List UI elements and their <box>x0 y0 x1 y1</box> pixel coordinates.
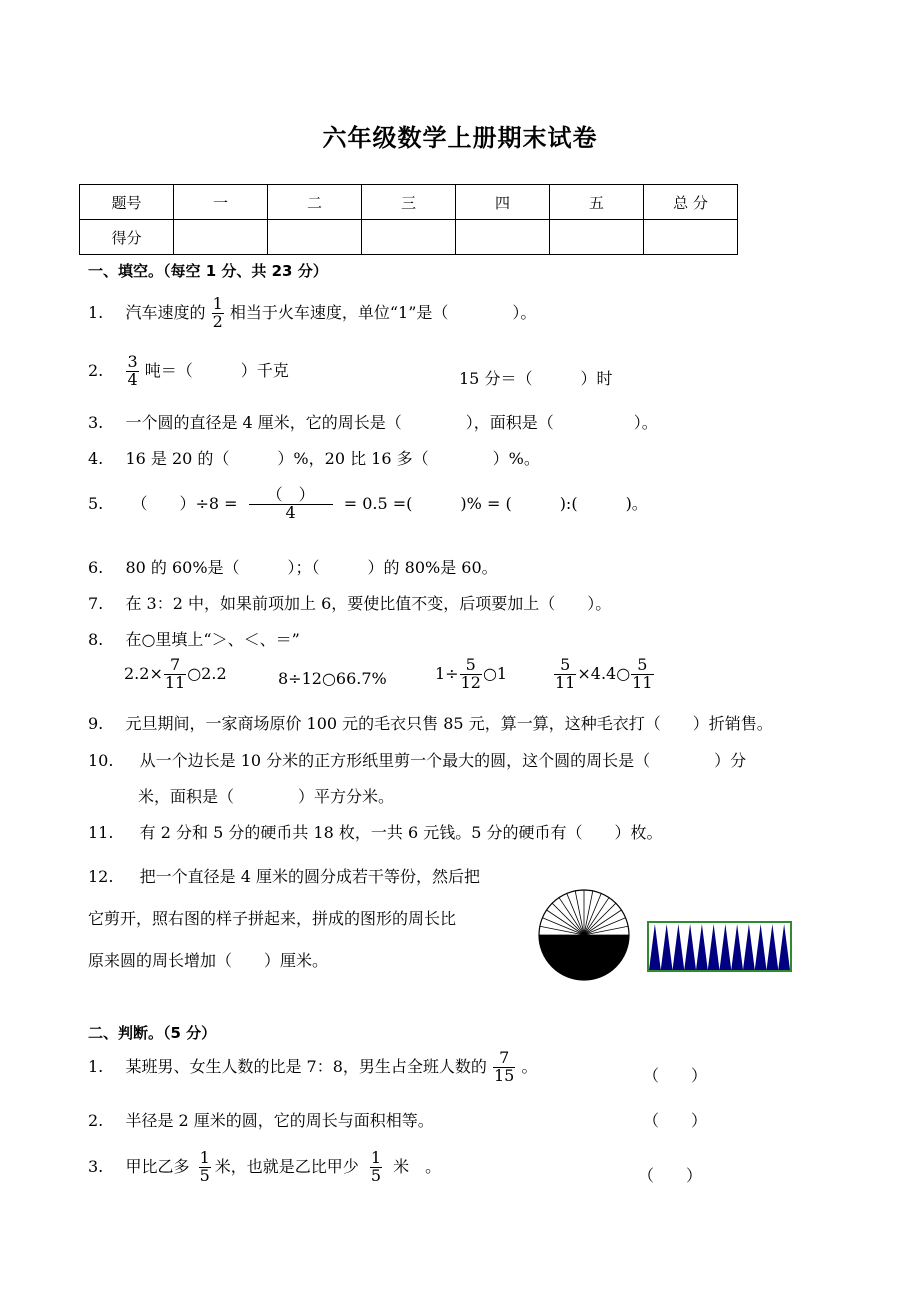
question-text: 有 2 分和 5 分的硬币共 18 枚，一共 6 元钱。5 分的硬币有（ ）枚。 <box>139 823 663 842</box>
question-4 <box>88 446 540 469</box>
question-number: 7. <box>88 594 104 613</box>
score-cell[interactable] <box>174 220 268 255</box>
judge-question-2 <box>88 1108 434 1131</box>
question-text: 在○里填上“＞、＜、＝” <box>125 630 300 649</box>
question-text: 元旦期间，一家商场原价 100 元的毛衣只售 85 元，算一算，这种毛衣打（ ）折销售。 <box>125 714 773 733</box>
question-number: 4. <box>88 449 104 468</box>
judge-question-1: 1. 某班男、女生人数的比是 7：8，男生占全班人数的 $\frac{7}{15}$ 。 <box>88 1048 538 1085</box>
score-cell[interactable] <box>268 220 362 255</box>
score-cell[interactable] <box>362 220 456 255</box>
sectored-circle-figure <box>537 888 631 982</box>
question-number: 5. <box>88 493 104 513</box>
question-number: 3. <box>88 1156 104 1176</box>
question-9 <box>88 711 773 734</box>
question-text: （ ）÷8 = <box>131 493 238 513</box>
score-header-cell: 总 分 <box>644 185 738 220</box>
q8-expression-1: 2.2× $\frac{7}{11}$ ○2.2 <box>124 655 227 692</box>
fraction: $\frac{3}{4}$ <box>127 352 138 389</box>
page-title: 六年级数学上册期末试卷 <box>322 124 598 152</box>
score-table-score-row <box>80 220 738 255</box>
question-number: 2. <box>88 360 104 380</box>
question-10-line2: 米，面积是（ ）平方分米。 <box>138 787 395 806</box>
question-text: 汽车速度的 <box>125 302 206 322</box>
question-7 <box>88 591 611 614</box>
fraction: $\frac{1}{5}$ <box>199 1148 210 1185</box>
question-text: 80 的 60%是（ ）；（ ）的 80%是 60。 <box>125 558 498 577</box>
question-10 <box>88 748 746 771</box>
question-number: 6. <box>88 558 104 577</box>
score-header-cell: 二 <box>268 185 362 220</box>
question-1 <box>88 296 536 331</box>
question-number: 1. <box>88 1056 104 1076</box>
fraction: $\frac{7}{15}$ <box>494 1048 515 1085</box>
sector-line <box>552 903 584 935</box>
circle-lower-half-fill <box>539 935 629 980</box>
question-number: 3. <box>88 413 104 432</box>
question-text: 从一个边长是 10 分米的正方形纸里剪一个最大的圆，这个圆的周长是（ ）分 <box>139 751 747 770</box>
question-number: 8. <box>88 630 104 649</box>
question-text: 甲比乙多 <box>125 1156 190 1176</box>
question-12-line2: 它剪开，照右图的样子拼起来，拼成的图形的周长比 <box>88 909 457 928</box>
question-12-line3: 原来圆的周长增加（ ）厘米。 <box>88 951 329 970</box>
question-text: 把一个直径是 4 厘米的圆分成若干等份，然后把 <box>139 867 480 886</box>
judge-answer-paren-2[interactable]: （ ） <box>643 1111 708 1130</box>
question-2-part2: 15 分＝（ ）时 <box>459 369 613 388</box>
q8-expression-4: $\frac{5}{11}$ ×4.4○ $\frac{5}{11}$ <box>555 655 653 692</box>
question-number: 1. <box>88 302 104 322</box>
question-12 <box>88 864 480 887</box>
question-3 <box>88 410 658 433</box>
question-text: 某班男、女生人数的比是 7：8，男生占全班人数的 <box>125 1056 487 1076</box>
sector-line <box>584 903 616 935</box>
question-text: 一个圆的直径是 4 厘米，它的周长是（ ），面积是（ ）。 <box>125 413 658 432</box>
fraction: $\frac{1}{2}$ <box>212 294 223 331</box>
score-cell[interactable] <box>644 220 738 255</box>
circle-sector-lines <box>539 890 629 935</box>
score-row-label: 得分 <box>80 220 174 255</box>
question-8 <box>88 627 300 650</box>
question-number: 10. <box>88 751 114 770</box>
question-text: 16 是 20 的（ ）%，20 比 16 多（ ）%。 <box>125 449 540 468</box>
judge-answer-paren-3[interactable]: （ ） <box>638 1166 703 1185</box>
rearranged-strip-figure <box>647 921 793 973</box>
q8-expression-2: 8÷12○66.7% <box>278 669 387 688</box>
q8-expression-3: 1÷ $\frac{5}{12}$ ○1 <box>435 655 508 692</box>
score-table-header-row <box>80 185 738 220</box>
score-cell[interactable] <box>456 220 550 255</box>
score-header-cell: 四 <box>456 185 550 220</box>
question-number: 2. <box>88 1111 104 1130</box>
score-table <box>79 184 738 255</box>
section1-heading: 一、填空。（每空 1 分、共 23 分） <box>88 262 328 280</box>
section2-heading: 二、判断。（5 分） <box>88 1024 217 1042</box>
question-number: 11. <box>88 823 114 842</box>
question-text: = 0.5 =( )% = ( ):( )。 <box>343 493 648 513</box>
question-5 <box>88 487 648 522</box>
question-text: 在 3：2 中，如果前项加上 6，要使比值不变，后项要加上（ ）。 <box>125 594 612 613</box>
fraction: $\frac{1}{5}$ <box>370 1148 382 1185</box>
judge-question-3: 3. 甲比乙多 $\frac{1}{5}$ 米，也就是乙比甲少 $\frac{1}{5}$ 米 。 <box>88 1148 442 1185</box>
score-header-cell: 三 <box>362 185 456 220</box>
question-number: 9. <box>88 714 104 733</box>
score-cell[interactable] <box>550 220 644 255</box>
score-header-cell: 一 <box>174 185 268 220</box>
question-2 <box>88 354 289 389</box>
question-text: 半径是 2 厘米的圆，它的周长与面积相等。 <box>125 1111 434 1130</box>
fraction: $\frac{( )}{4}$ <box>249 487 333 522</box>
question-text: 相当于火车速度，单位“1”是（ ）。 <box>229 302 537 322</box>
question-number: 12. <box>88 867 114 886</box>
question-6 <box>88 555 498 578</box>
question-11 <box>88 820 663 843</box>
score-header-cell: 题号 <box>80 185 174 220</box>
judge-answer-paren-1[interactable]: （ ） <box>643 1066 708 1085</box>
score-header-cell: 五 <box>550 185 644 220</box>
question-text: 吨＝（ ）千克 <box>144 360 289 380</box>
